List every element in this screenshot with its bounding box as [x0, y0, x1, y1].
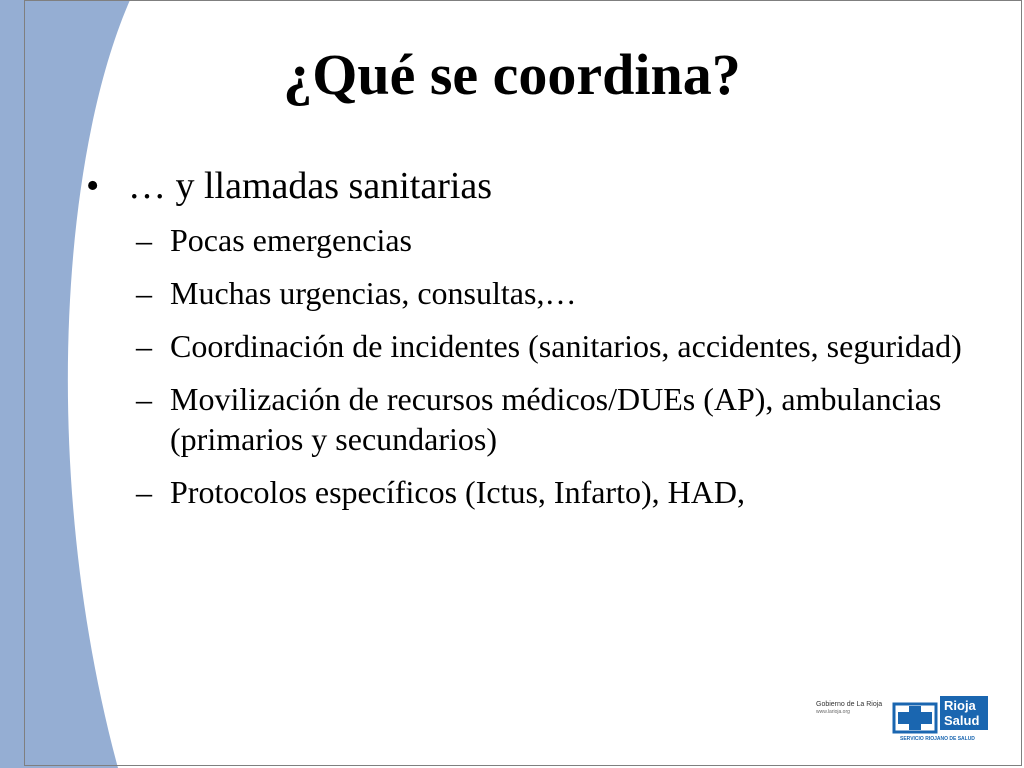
sub-bullet-item [136, 326, 966, 366]
sub-bullet-item [136, 220, 966, 260]
dash-marker: – [136, 381, 152, 417]
gobierno-logo-text: Gobierno de La Rioja [816, 701, 883, 708]
sub-bullet-item [136, 273, 966, 313]
rioja-salud-line1: Rioja [944, 698, 976, 713]
gobierno-la-rioja-logo [816, 700, 888, 716]
gobierno-logo-url: www.larioja.org [816, 709, 850, 715]
sub-bullet-item [136, 472, 966, 512]
dash-marker: – [136, 222, 152, 258]
bullet-marker: • [86, 165, 100, 207]
sub-bullet-text: Muchas urgencias, consultas,… [170, 275, 577, 311]
slide-content [86, 164, 966, 525]
sub-bullet-text: Coordinación de incidentes (sanitarios, accidentes, seguridad) [170, 328, 962, 364]
sub-bullet-text: Protocolos específicos (Ictus, Infarto), HAD, [170, 474, 745, 510]
rioja-salud-line2: Salud [944, 713, 980, 728]
rioja-salud-name [940, 696, 988, 730]
sub-bullet-text: Movilización de recursos médicos/DUEs (AP), ambulancias (primarios y secundarios) [170, 381, 942, 457]
rioja-salud-logo [892, 694, 996, 744]
sub-bullet-text: Pocas emergencias [170, 222, 412, 258]
sub-bullet-item [136, 379, 966, 459]
rioja-salud-subtitle: SERVICIO RIOJANO DE SALUD [900, 736, 975, 742]
dash-marker: – [136, 275, 152, 311]
rioja-salud-cross-icon [892, 702, 938, 734]
dash-marker: – [136, 328, 152, 364]
bullet-text: … y llamadas sanitarias [128, 165, 493, 207]
bullet-item [86, 164, 966, 208]
dash-marker: – [136, 474, 152, 510]
sub-bullet-list [86, 220, 966, 512]
slide-title: ¿Qué se coordina? [283, 42, 741, 107]
